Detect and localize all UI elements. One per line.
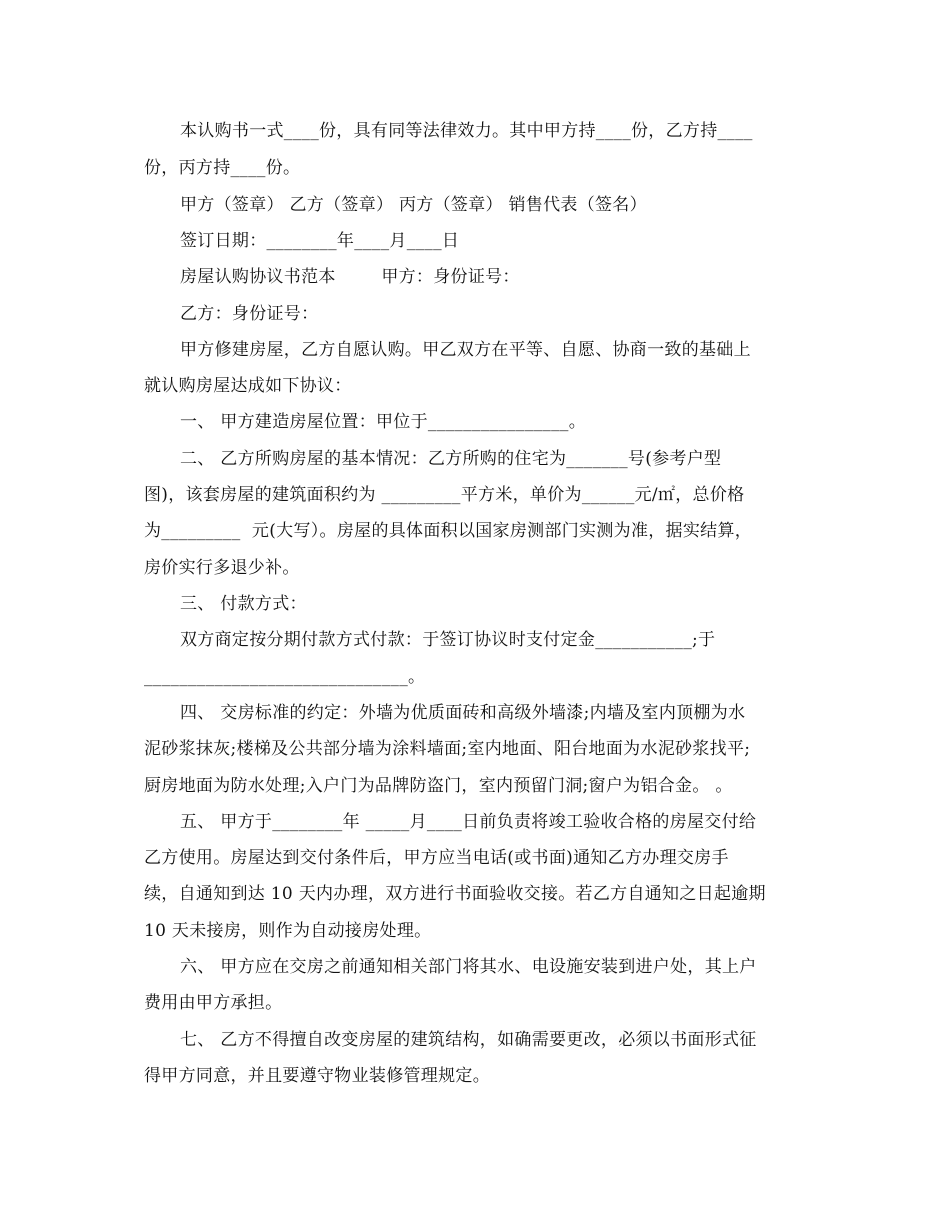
paragraph-line: 本认购书一式____份，具有同等法律效力。其中甲方持____份，乙方持____: [180, 121, 753, 141]
paragraph-line: 双方商定按分期付款方式付款：于签订协议时支付定金___________;于: [180, 630, 716, 650]
paragraph-line: 六、 甲方应在交房之前通知相关部门将其水、电设施安装到进户处，其上户: [180, 957, 757, 977]
paragraph-line: 份，丙方持____份。: [144, 158, 301, 178]
paragraph-line: 厨房地面为防水处理;入户门为品牌防盗门，室内预留门洞;窗户为铝合金。 。: [144, 776, 733, 796]
paragraph-line: ______________________________。: [144, 667, 426, 687]
paragraph-line: 图)，该套房屋的建筑面积约为 _________平方米，单价为______元/㎡，总价格: [144, 485, 745, 505]
paragraph-line: 一、 甲方建造房屋位置：甲位于________________。: [180, 412, 587, 432]
paragraph-line: 房价实行多退少补。: [144, 558, 300, 578]
paragraph-line: 续，自通知到达 10 天内办理，双方进行书面验收交接。若乙方自通知之日起逾期: [144, 884, 766, 904]
paragraph-line: 就认购房屋达成如下协议：: [144, 376, 352, 396]
paragraph-line: 二、 乙方所购房屋的基本情况：乙方所购的住宅为_______号(参考户型: [180, 449, 722, 469]
paragraph-line: 甲方（签章） 乙方（签章） 丙方（签章） 销售代表（签名）: [180, 195, 647, 215]
paragraph-line: 七、 乙方不得擅自改变房屋的建筑结构，如确需要更改，必须以书面形式征: [180, 1030, 757, 1050]
paragraph-line: 房屋认购协议书范本 甲方：身份证号：: [180, 267, 520, 287]
paragraph-line: 乙方使用。房屋达到交付条件后，甲方应当电话(或书面)通知乙方办理交房手: [144, 848, 729, 868]
paragraph-line: 三、 付款方式：: [180, 594, 307, 614]
paragraph-line: 四、 交房标准的约定：外墙为优质面砖和高级外墙漆;内墙及室内顶棚为水: [180, 703, 746, 723]
paragraph-line: 得甲方同意，并且要遵守物业装修管理规定。: [144, 1066, 490, 1086]
paragraph-line: 签订日期：________年____月____日: [180, 231, 460, 251]
paragraph-line: 费用由甲方承担。: [144, 993, 283, 1013]
paragraph-line: 乙方：身份证号：: [180, 304, 319, 324]
paragraph-line: 甲方修建房屋，乙方自愿认购。甲乙双方在平等、自愿、协商一致的基础上: [180, 340, 751, 360]
paragraph-line: 泥砂浆抹灰;楼梯及公共部分墙为涂料墙面;室内地面、阳台地面为水泥砂浆找平;: [144, 739, 751, 759]
paragraph-line: 10 天未接房，则作为自动接房处理。: [144, 921, 432, 941]
paragraph-line: 五、 甲方于________年 _____月____日前负责将竣工验收合格的房屋交付给: [180, 812, 757, 832]
paragraph-line: 为_________ 元(大写）。房屋的具体面积以国家房测部门实测为准，据实结算，: [144, 521, 753, 541]
